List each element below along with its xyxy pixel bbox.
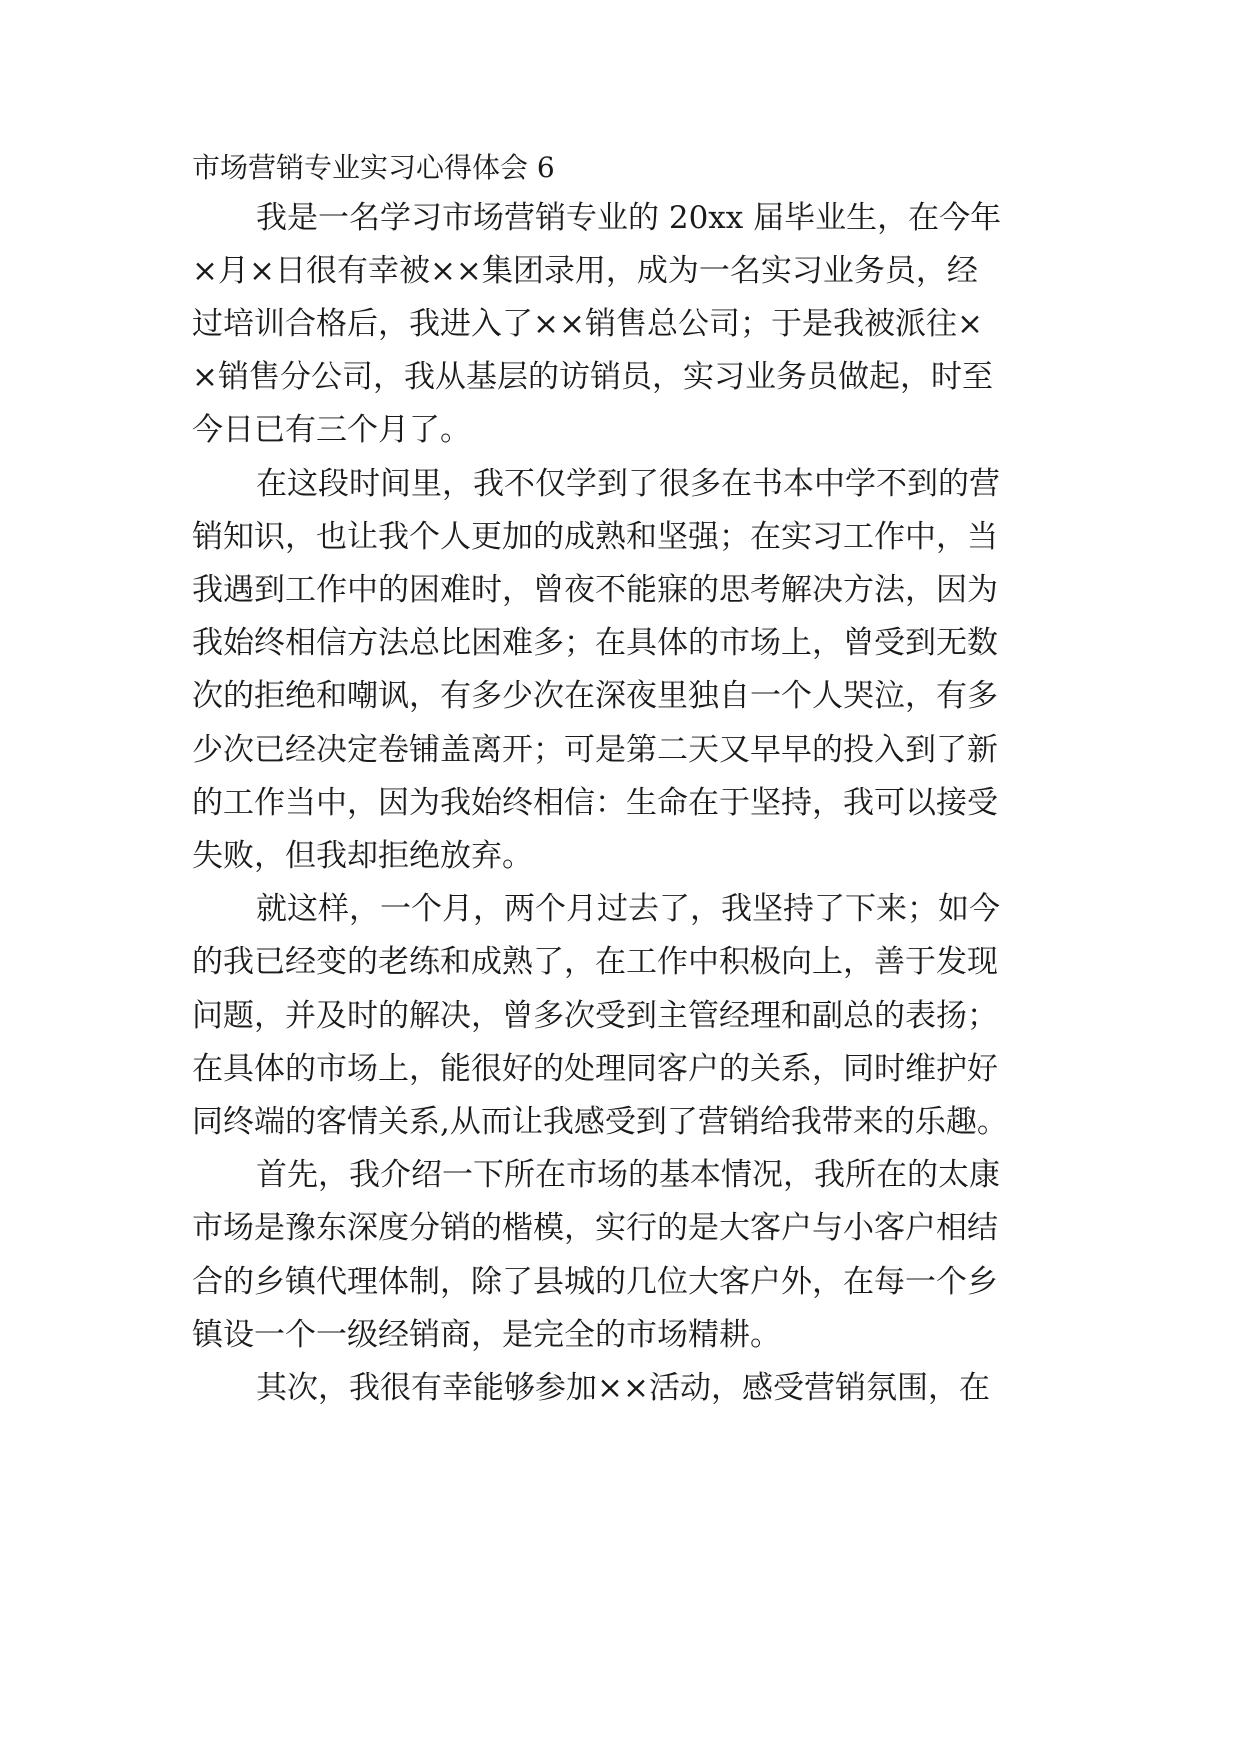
text-line: 销知识，也让我个人更加的成熟和坚强；在实习工作中，当 xyxy=(192,519,998,555)
text-line: 我始终相信方法总比困难多；在具体的市场上，曾受到无数 xyxy=(192,625,998,661)
text-line: 过培训合格后，我进入了××销售总公司；于是我被派往× xyxy=(192,306,983,342)
text-line: ×月×日很有幸被××集团录用，成为一名实习业务员，经 xyxy=(192,253,978,289)
text-line: 其次，我很有幸能够参加××活动，感受营销氛围，在 xyxy=(256,1370,990,1406)
text-line: 市场是豫东深度分销的楷模，实行的是大客户与小客户相结 xyxy=(192,1210,998,1246)
text-line: 在这段时间里，我不仅学到了很多在书本中学不到的营 xyxy=(256,466,1000,502)
document-title: 市场营销专业实习心得体会 6 xyxy=(192,151,555,184)
text-line: 在具体的市场上，能很好的处理同客户的关系，同时维护好 xyxy=(192,1051,998,1087)
text-line: 今日已有三个月了。 xyxy=(192,412,471,448)
text-line: 我是一名学习市场营销专业的 20xx 届毕业生，在今年 xyxy=(256,200,1002,236)
text-line: 就这样，一个月，两个月过去了，我坚持了下来；如今 xyxy=(256,891,1000,927)
text-line: 次的拒绝和嘲讽，有多少次在深夜里独自一个人哭泣，有多 xyxy=(192,678,998,714)
text-line: ×销售分公司，我从基层的访销员，实习业务员做起，时至 xyxy=(192,359,993,395)
text-line: 失败，但我却拒绝放弃。 xyxy=(192,838,533,874)
text-line: 的工作当中，因为我始终相信：生命在于坚持，我可以接受 xyxy=(192,785,998,821)
text-line: 首先，我介绍一下所在市场的基本情况，我所在的太康 xyxy=(256,1157,1000,1193)
text-line: 我遇到工作中的困难时，曾夜不能寐的思考解决方法，因为 xyxy=(192,572,998,608)
text-line: 少次已经决定卷铺盖离开；可是第二天又早早的投入到了新 xyxy=(192,732,998,768)
text-line: 的我已经变的老练和成熟了，在工作中积极向上，善于发现 xyxy=(192,944,998,980)
text-line: 合的乡镇代理体制，除了县城的几位大客户外，在每一个乡 xyxy=(192,1264,998,1300)
text-line: 同终端的客情关系,从而让我感受到了营销给我带来的乐趣。 xyxy=(192,1104,1008,1140)
text-line: 问题，并及时的解决，曾多次受到主管经理和副总的表扬； xyxy=(192,998,998,1034)
text-line: 镇设一个一级经销商，是完全的市场精耕。 xyxy=(192,1317,781,1353)
